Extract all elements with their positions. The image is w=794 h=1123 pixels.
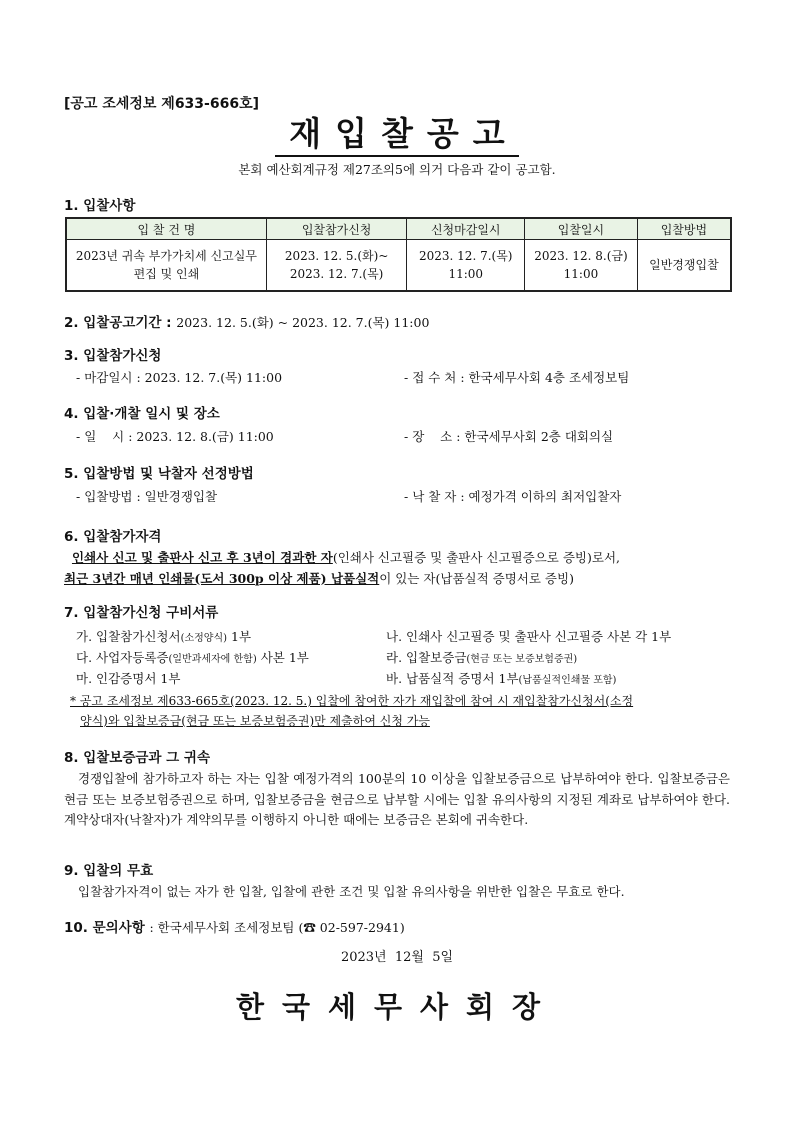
notice-date: 2023년 12월 5일 xyxy=(340,950,454,965)
section-4-right: - 장 소 : 한국세무사회 2층 대회의실 xyxy=(404,429,614,444)
section-5-right: - 낙 찰 자 : 예정가격 이하의 최저입찰자 xyxy=(404,489,622,504)
section-7-heading: 7. 입찰참가신청 구비서류 xyxy=(64,605,219,621)
col-name: 입 찰 건 명 xyxy=(66,218,266,240)
section-6-heading: 6. 입찰참가자격 xyxy=(64,529,162,545)
section-3-left: - 마감일시 : 2023. 12. 7.(목) 11:00 xyxy=(76,370,283,385)
cell-method: 일반경쟁입찰 xyxy=(637,240,731,292)
section-5-left: - 입찰방법 : 일반경쟁입찰 xyxy=(76,489,218,504)
qualification-2: 최근 3년간 매년 인쇄물(도서 300p 이상 제품) 납품실적 xyxy=(64,570,380,586)
qualification-1-proof: (인쇄사 신고필증 및 출판사 신고필증으로 증빙)로서, xyxy=(332,550,620,565)
qualification-2-proof: 이 있는 자(납품실적 증명서로 증빙) xyxy=(379,570,574,586)
bid-table-header xyxy=(66,218,731,240)
subtitle: 본회 예산회계규정 제27조의5에 의거 다음과 같이 공고함. xyxy=(238,162,556,177)
doc-ga: 가. 입찰참가신청서(소정양식) 1부 xyxy=(76,629,252,644)
signature: 한국세무사회장 xyxy=(235,990,559,1024)
section-3-heading: 3. 입찰참가신청 xyxy=(64,348,162,364)
section-3-right: - 접 수 처 : 한국세무사회 4층 조세정보팀 xyxy=(404,370,630,385)
bid-table xyxy=(65,217,732,292)
qualification-1: 인쇄사 신고 및 출판사 신고 후 3년이 경과한 자 xyxy=(71,550,333,565)
table-row xyxy=(66,240,731,292)
section-5-heading: 5. 입찰방법 및 낙찰자 선정방법 xyxy=(64,466,254,482)
section-10 xyxy=(64,916,405,936)
section-4-heading: 4. 입찰·개찰 일시 및 장소 xyxy=(64,406,220,422)
doc-note-1: * 공고 조세정보 제633-665호(2023. 12. 5.) 입찰에 참여한 자가 재입찰에 참여 시 재입찰참가신청서(소정 xyxy=(70,694,634,708)
section-2 xyxy=(64,311,429,331)
cell-bid-date: 2023. 12. 8.(금) 11:00 xyxy=(525,240,638,292)
section-1-heading: 1. 입찰사항 xyxy=(64,198,136,214)
page-title-text: 재입찰공고 xyxy=(275,114,518,157)
doc-note-2: 양식)와 입찰보증금(현금 또는 보증보험증권)만 제출하여 신청 가능 xyxy=(80,714,430,728)
page-title xyxy=(0,108,794,155)
cell-apply: 2023. 12. 5.(화)~ 2023. 12. 7.(목) xyxy=(266,240,407,292)
section-6-body xyxy=(64,548,730,589)
cell-name: 2023년 귀속 부가가치세 신고실무 편집 및 인쇄 xyxy=(66,240,266,292)
doc-ba: 바. 납품실적 증명서 1부(납품실적인쇄물 포함) xyxy=(386,671,617,686)
doc-na: 나. 인쇄사 신고필증 및 출판사 신고필증 사본 각 1부 xyxy=(386,629,672,644)
section-10-value: : 한국세무사회 조세정보팀 (☎ 02-597-2941) xyxy=(149,920,405,935)
cell-deadline: 2023. 12. 7.(목) 11:00 xyxy=(407,240,525,292)
doc-da: 다. 사업자등록증(일반과세자에 한함) 사본 1부 xyxy=(76,650,309,665)
section-2-heading: 2. 입찰공고기간 : xyxy=(64,315,172,331)
section-9-body: 입찰참가자격이 없는 자가 한 입찰, 입찰에 관한 조건 및 입찰 유의사항을 위반한 입찰은 무효로 한다. xyxy=(78,884,625,899)
section-9-heading: 9. 입찰의 무효 xyxy=(64,863,154,879)
col-method: 입찰방법 xyxy=(637,218,731,240)
section-4-left: - 일 시 : 2023. 12. 8.(금) 11:00 xyxy=(76,429,274,444)
doc-ma: 마. 인감증명서 1부 xyxy=(76,671,181,686)
col-bid-date: 입찰일시 xyxy=(525,218,638,240)
notice-number: [공고 조세정보 제633-666호] xyxy=(64,96,259,112)
section-8-body: 경쟁입찰에 참가하고자 하는 자는 입찰 예정가격의 100분의 10 이상을 입찰보증금으로 납부하여야 한다. 입찰보증금은 현금 또는 보증보험증권으로 하며, 입찰보증금을 현금으로 납부할 시에는 입찰 유의사항의 지정된 계좌로 납부하여야 한다. 계약상대자(낙찰자)가 계약의무를 이행하지 아니한 때에는 보증금은 본회에 귀속한다. xyxy=(64,771,730,827)
col-deadline: 신청마감일시 xyxy=(407,218,525,240)
section-8-heading: 8. 입찰보증금과 그 귀속 xyxy=(64,750,210,766)
doc-ra: 라. 입찰보증금(현금 또는 보증보험증권) xyxy=(386,650,578,665)
col-apply: 입찰참가신청 xyxy=(266,218,407,240)
section-2-value: 2023. 12. 5.(화) ~ 2023. 12. 7.(목) 11:00 xyxy=(176,315,430,330)
section-10-heading: 10. 문의사항 xyxy=(64,920,145,936)
